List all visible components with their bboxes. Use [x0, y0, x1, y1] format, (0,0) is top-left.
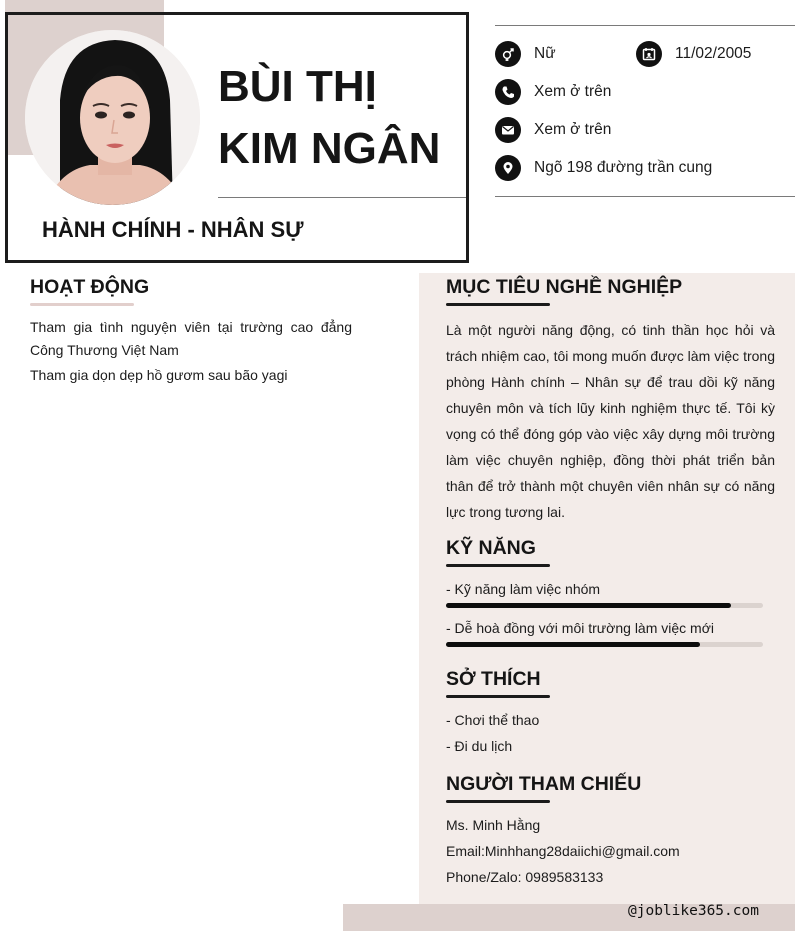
contact-gender: [495, 41, 556, 67]
reference-phone: Phone/Zalo: 0989583133: [446, 869, 604, 885]
profile-photo: [25, 30, 200, 205]
hobby-item-2: - Đi du lịch: [446, 738, 513, 754]
hobbies-underline: [446, 695, 550, 698]
activities-title: HOẠT ĐỘNG: [30, 276, 150, 298]
name-divider: [218, 197, 466, 198]
candidate-name: [218, 56, 440, 180]
gender-icon: [495, 41, 521, 67]
references-title: NGƯỜI THAM CHIẾU: [446, 773, 642, 795]
email-value[interactable]: Xem ở trên: [534, 121, 612, 138]
gender-value: Nữ: [534, 45, 556, 62]
contact-divider-bottom: [495, 196, 795, 197]
contact-divider-top: [495, 25, 795, 26]
address-value: Ngõ 198 đường trần cung: [534, 159, 713, 176]
phone-value[interactable]: Xem ở trên: [534, 83, 612, 100]
skills-title: KỸ NĂNG: [446, 537, 536, 559]
contact-address: [495, 155, 712, 181]
job-title: HÀNH CHÍNH - NHÂN SỰ: [42, 217, 304, 242]
reference-name: Ms. Minh Hằng: [446, 817, 541, 833]
contact-email: [495, 117, 611, 143]
objective-title: MỤC TIÊU NGHỀ NGHIỆP: [446, 276, 683, 298]
skill-label-2: - Dễ hoà đồng với môi trường làm việc mới: [446, 620, 715, 636]
skill-bar-1-fill: [446, 603, 731, 608]
skill-bar-2-fill: [446, 642, 700, 647]
references-underline: [446, 800, 550, 803]
contact-birthday: [636, 41, 751, 67]
mail-icon: [495, 117, 521, 143]
skill-bar-2: [446, 642, 763, 647]
skills-underline: [446, 564, 550, 567]
objective-underline: [446, 303, 550, 306]
hobbies-title: SỞ THÍCH: [446, 668, 541, 690]
objective-text: Là một người năng động, có tinh thần học hỏi và trách nhiệm cao, tôi mong muốn được làm việc trong phòng Hành chính – Nhân sự để trau dồi kỹ năng chuyên môn và tích lũy kinh nghiệm thực tế. Tôi kỳ vọng có thể đóng góp vào việc xây dựng môi trường làm việc chuyên nghiệp, đồng thời phát triển bản thân để trở thành một chuyên viên nhân sự có năng lực trong tương lai.: [446, 322, 775, 520]
activities-underline: [30, 303, 134, 306]
skill-bar-1: [446, 603, 763, 608]
reference-email[interactable]: Email:Minhhang28daiichi@gmail.com: [446, 843, 680, 859]
activity-item-1: Tham gia tình nguyện viên tại trường cao đẳng Công Thương Việt Nam: [30, 319, 352, 358]
watermark: @joblike365.com: [628, 903, 759, 919]
activity-item-2: Tham gia dọn dẹp hồ gươm sau bão yagi: [30, 367, 288, 383]
phone-icon: [495, 79, 521, 105]
name-line-2: KIM NGÂN: [218, 124, 441, 173]
contact-phone: [495, 79, 611, 105]
skill-label-1: - Kỹ năng làm việc nhóm: [446, 581, 601, 597]
name-line-1: BÙI THỊ: [218, 62, 377, 111]
calendar-icon: [636, 41, 662, 67]
location-pin-icon: [495, 155, 521, 181]
birthday-value: 11/02/2005: [675, 45, 752, 62]
hobby-item-1: - Chơi thể thao: [446, 712, 540, 728]
